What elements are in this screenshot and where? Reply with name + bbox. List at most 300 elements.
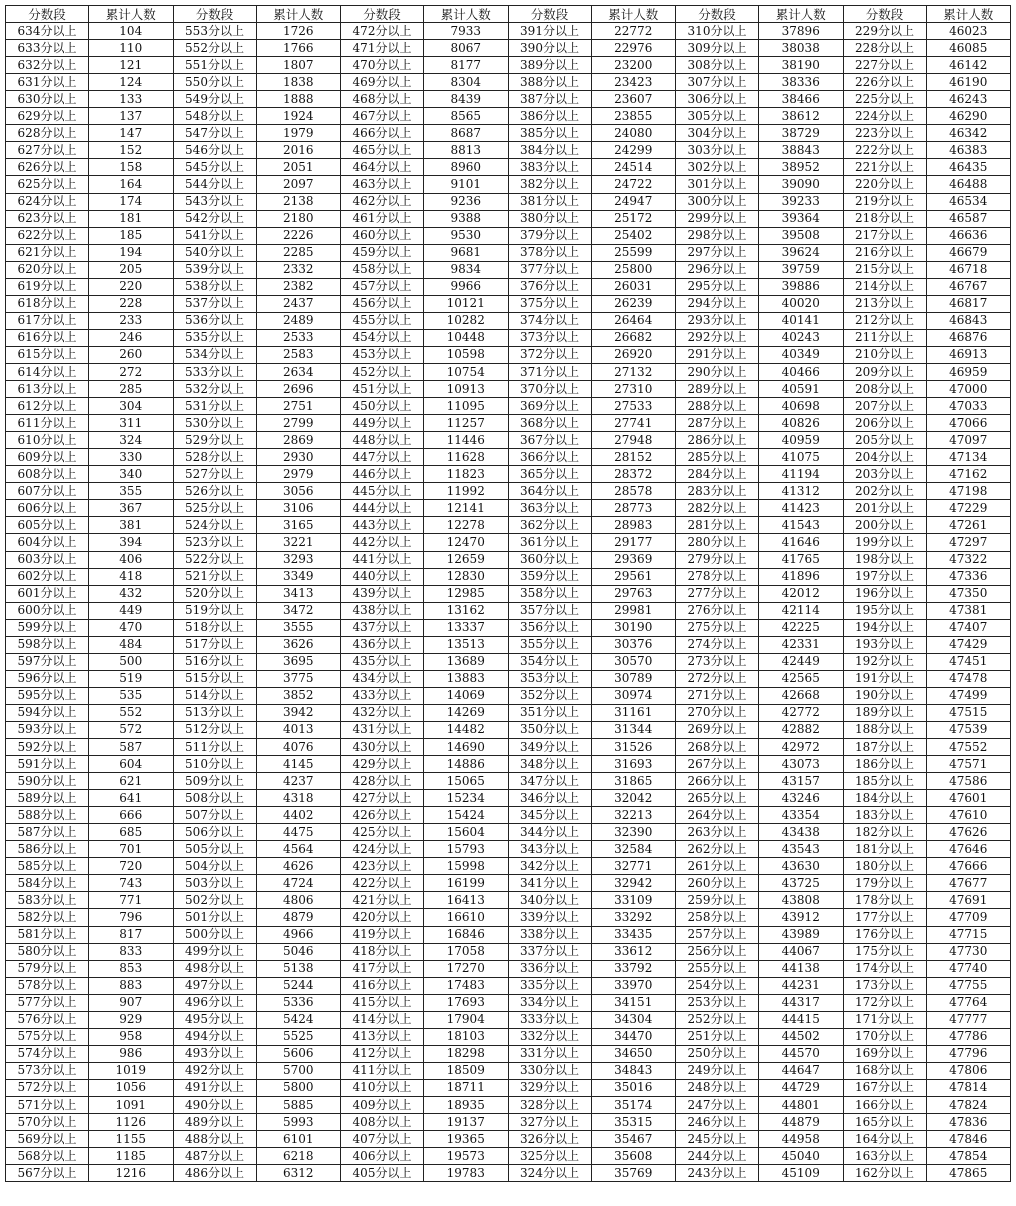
cumulative-count-cell: 18509: [424, 1062, 509, 1079]
score-range-cell: 351分以上: [508, 704, 591, 721]
score-range-cell: 410分以上: [341, 1079, 424, 1096]
score-range-cell: 576分以上: [6, 1011, 89, 1028]
score-range-cell: 511分以上: [173, 739, 256, 756]
score-range-cell: 261分以上: [676, 858, 759, 875]
score-range-cell: 600分以上: [6, 602, 89, 619]
cumulative-count-cell: 41765: [759, 551, 844, 568]
score-range-cell: 295分以上: [676, 278, 759, 295]
table-row: [6, 1079, 1011, 1096]
score-range-cell: 434分以上: [341, 670, 424, 687]
score-range-cell: 362分以上: [508, 517, 591, 534]
cumulative-count-cell: 40698: [759, 398, 844, 415]
score-range-cell: 593分以上: [6, 721, 89, 738]
score-range-cell: 184分以上: [843, 790, 926, 807]
cumulative-count-cell: 11095: [424, 398, 509, 415]
cumulative-count-cell: 47033: [926, 398, 1011, 415]
score-range-cell: 209分以上: [843, 363, 926, 380]
cumulative-count-cell: 39624: [759, 244, 844, 261]
cumulative-count-cell: 42882: [759, 721, 844, 738]
score-range-cell: 612分以上: [6, 398, 89, 415]
score-range-cell: 310分以上: [676, 23, 759, 40]
cumulative-count-cell: 35467: [591, 1131, 676, 1148]
cumulative-count-cell: 16610: [424, 909, 509, 926]
cumulative-count-cell: 47777: [926, 1011, 1011, 1028]
score-range-cell: 346分以上: [508, 790, 591, 807]
cumulative-count-cell: 13513: [424, 636, 509, 653]
score-range-cell: 468分以上: [341, 91, 424, 108]
score-range-cell: 174分以上: [843, 960, 926, 977]
cumulative-count-cell: 2180: [256, 210, 341, 227]
score-range-cell: 406分以上: [341, 1148, 424, 1165]
cumulative-count-cell: 18103: [424, 1028, 509, 1045]
score-range-cell: 597分以上: [6, 653, 89, 670]
cumulative-count-cell: 15604: [424, 824, 509, 841]
score-range-cell: 173分以上: [843, 977, 926, 994]
cumulative-count-cell: 24947: [591, 193, 676, 210]
score-range-cell: 165分以上: [843, 1114, 926, 1131]
cumulative-count-cell: 42972: [759, 739, 844, 756]
table-row: [6, 773, 1011, 790]
table-row: [6, 653, 1011, 670]
score-range-cell: 376分以上: [508, 278, 591, 295]
score-range-cell: 470分以上: [341, 57, 424, 74]
cumulative-count-cell: 30570: [591, 653, 676, 670]
cumulative-count-cell: 121: [89, 57, 174, 74]
score-range-cell: 574分以上: [6, 1045, 89, 1062]
cumulative-count-cell: 2696: [256, 381, 341, 398]
score-range-cell: 214分以上: [843, 278, 926, 295]
score-range-cell: 433分以上: [341, 687, 424, 704]
score-range-cell: 413分以上: [341, 1028, 424, 1045]
table-row: [6, 295, 1011, 312]
score-range-cell: 428分以上: [341, 773, 424, 790]
score-range-cell: 430分以上: [341, 739, 424, 756]
cumulative-count-cell: 15998: [424, 858, 509, 875]
score-range-cell: 377分以上: [508, 261, 591, 278]
cumulative-count-cell: 4879: [256, 909, 341, 926]
score-range-cell: 496分以上: [173, 994, 256, 1011]
cumulative-count-cell: 39090: [759, 176, 844, 193]
score-range-cell: 462分以上: [341, 193, 424, 210]
score-range-cell: 596分以上: [6, 670, 89, 687]
cumulative-count-cell: 17693: [424, 994, 509, 1011]
score-range-cell: 299分以上: [676, 210, 759, 227]
score-range-cell: 225分以上: [843, 91, 926, 108]
cumulative-count-cell: 46342: [926, 125, 1011, 142]
score-range-cell: 251分以上: [676, 1028, 759, 1045]
score-range-cell: 523分以上: [173, 534, 256, 551]
table-row: [6, 670, 1011, 687]
table-header-row: [6, 6, 1011, 23]
cumulative-count-cell: 17058: [424, 943, 509, 960]
cumulative-count-cell: 228: [89, 295, 174, 312]
header-cumulative-count: 累计人数: [256, 6, 341, 23]
cumulative-count-cell: 260: [89, 346, 174, 363]
cumulative-count-cell: 14886: [424, 756, 509, 773]
score-range-cell: 444分以上: [341, 500, 424, 517]
score-range-cell: 297分以上: [676, 244, 759, 261]
cumulative-count-cell: 4145: [256, 756, 341, 773]
score-range-cell: 424分以上: [341, 841, 424, 858]
score-range-cell: 356分以上: [508, 619, 591, 636]
score-range-cell: 252分以上: [676, 1011, 759, 1028]
cumulative-count-cell: 853: [89, 960, 174, 977]
cumulative-count-cell: 8304: [424, 74, 509, 91]
table-row: [6, 602, 1011, 619]
cumulative-count-cell: 2634: [256, 363, 341, 380]
cumulative-count-cell: 796: [89, 909, 174, 926]
score-range-cell: 194分以上: [843, 619, 926, 636]
cumulative-count-cell: 13689: [424, 653, 509, 670]
score-range-cell: 391分以上: [508, 23, 591, 40]
table-row: [6, 57, 1011, 74]
cumulative-count-cell: 500: [89, 653, 174, 670]
score-range-cell: 348分以上: [508, 756, 591, 773]
score-range-cell: 254分以上: [676, 977, 759, 994]
cumulative-count-cell: 3293: [256, 551, 341, 568]
score-range-cell: 624分以上: [6, 193, 89, 210]
score-range-cell: 380分以上: [508, 210, 591, 227]
cumulative-count-cell: 205: [89, 261, 174, 278]
cumulative-count-cell: 2979: [256, 466, 341, 483]
score-range-cell: 570分以上: [6, 1114, 89, 1131]
cumulative-count-cell: 12141: [424, 500, 509, 517]
score-range-cell: 178分以上: [843, 892, 926, 909]
score-range-cell: 226分以上: [843, 74, 926, 91]
table-row: [6, 415, 1011, 432]
cumulative-count-cell: 43073: [759, 756, 844, 773]
score-range-cell: 352分以上: [508, 687, 591, 704]
score-range-cell: 443分以上: [341, 517, 424, 534]
cumulative-count-cell: 47350: [926, 585, 1011, 602]
cumulative-count-cell: 19137: [424, 1114, 509, 1131]
score-range-cell: 272分以上: [676, 670, 759, 687]
score-range-cell: 458分以上: [341, 261, 424, 278]
cumulative-count-cell: 43543: [759, 841, 844, 858]
cumulative-count-cell: 484: [89, 636, 174, 653]
score-range-cell: 387分以上: [508, 91, 591, 108]
score-range-cell: 386分以上: [508, 108, 591, 125]
score-range-cell: 409分以上: [341, 1097, 424, 1114]
score-range-cell: 505分以上: [173, 841, 256, 858]
score-range-cell: 584分以上: [6, 875, 89, 892]
cumulative-count-cell: 10121: [424, 295, 509, 312]
cumulative-count-cell: 12985: [424, 585, 509, 602]
table-row: [6, 551, 1011, 568]
cumulative-count-cell: 23423: [591, 74, 676, 91]
cumulative-count-cell: 11628: [424, 449, 509, 466]
cumulative-count-cell: 19365: [424, 1131, 509, 1148]
header-cumulative-count: 累计人数: [926, 6, 1011, 23]
score-range-cell: 271分以上: [676, 687, 759, 704]
cumulative-count-cell: 44415: [759, 1011, 844, 1028]
cumulative-count-cell: 33292: [591, 909, 676, 926]
score-range-cell: 249分以上: [676, 1062, 759, 1079]
cumulative-count-cell: 27533: [591, 398, 676, 415]
cumulative-count-cell: 23200: [591, 57, 676, 74]
cumulative-count-cell: 28773: [591, 500, 676, 517]
cumulative-count-cell: 25172: [591, 210, 676, 227]
cumulative-count-cell: 5993: [256, 1114, 341, 1131]
score-range-cell: 368分以上: [508, 415, 591, 432]
cumulative-count-cell: 47601: [926, 790, 1011, 807]
cumulative-count-cell: 958: [89, 1028, 174, 1045]
score-range-cell: 257分以上: [676, 926, 759, 943]
cumulative-count-cell: 26682: [591, 329, 676, 346]
score-range-cell: 456分以上: [341, 295, 424, 312]
table-row: [6, 23, 1011, 40]
cumulative-count-cell: 22976: [591, 40, 676, 57]
table-row: [6, 807, 1011, 824]
cumulative-count-cell: 9681: [424, 244, 509, 261]
cumulative-count-cell: 1091: [89, 1097, 174, 1114]
table-row: [6, 1165, 1011, 1182]
score-range-cell: 371分以上: [508, 363, 591, 380]
score-range-cell: 253分以上: [676, 994, 759, 1011]
score-range-cell: 592分以上: [6, 739, 89, 756]
cumulative-count-cell: 38952: [759, 159, 844, 176]
cumulative-count-cell: 1766: [256, 40, 341, 57]
cumulative-count-cell: 47796: [926, 1045, 1011, 1062]
score-range-cell: 623分以上: [6, 210, 89, 227]
score-range-cell: 446分以上: [341, 466, 424, 483]
score-range-cell: 168分以上: [843, 1062, 926, 1079]
score-range-cell: 283分以上: [676, 483, 759, 500]
score-range-cell: 628分以上: [6, 125, 89, 142]
cumulative-count-cell: 4076: [256, 739, 341, 756]
score-range-cell: 590分以上: [6, 773, 89, 790]
score-range-cell: 216分以上: [843, 244, 926, 261]
cumulative-count-cell: 104: [89, 23, 174, 40]
cumulative-count-cell: 46023: [926, 23, 1011, 40]
score-range-cell: 306分以上: [676, 91, 759, 108]
score-range-cell: 374分以上: [508, 312, 591, 329]
score-range-cell: 208分以上: [843, 381, 926, 398]
cumulative-count-cell: 28152: [591, 449, 676, 466]
cumulative-count-cell: 19573: [424, 1148, 509, 1165]
cumulative-count-cell: 15793: [424, 841, 509, 858]
cumulative-count-cell: 3626: [256, 636, 341, 653]
score-range-cell: 605分以上: [6, 517, 89, 534]
score-range-cell: 340分以上: [508, 892, 591, 909]
score-range-cell: 277分以上: [676, 585, 759, 602]
score-range-cell: 598分以上: [6, 636, 89, 653]
cumulative-count-cell: 46913: [926, 346, 1011, 363]
cumulative-count-cell: 833: [89, 943, 174, 960]
cumulative-count-cell: 519: [89, 670, 174, 687]
table-row: [6, 619, 1011, 636]
score-range-cell: 289分以上: [676, 381, 759, 398]
cumulative-count-cell: 18298: [424, 1045, 509, 1062]
score-range-cell: 608分以上: [6, 466, 89, 483]
cumulative-count-cell: 44231: [759, 977, 844, 994]
cumulative-count-cell: 32584: [591, 841, 676, 858]
cumulative-count-cell: 5336: [256, 994, 341, 1011]
score-range-cell: 339分以上: [508, 909, 591, 926]
cumulative-count-cell: 311: [89, 415, 174, 432]
cumulative-count-cell: 46876: [926, 329, 1011, 346]
cumulative-count-cell: 40591: [759, 381, 844, 398]
cumulative-count-cell: 47499: [926, 687, 1011, 704]
cumulative-count-cell: 33435: [591, 926, 676, 943]
table-body: [6, 23, 1011, 1182]
cumulative-count-cell: 32213: [591, 807, 676, 824]
score-range-cell: 195分以上: [843, 602, 926, 619]
cumulative-count-cell: 33792: [591, 960, 676, 977]
cumulative-count-cell: 5424: [256, 1011, 341, 1028]
score-range-cell: 303分以上: [676, 142, 759, 159]
score-range-cell: 364分以上: [508, 483, 591, 500]
table-row: [6, 1148, 1011, 1165]
score-range-cell: 270分以上: [676, 704, 759, 721]
cumulative-count-cell: 13883: [424, 670, 509, 687]
score-range-cell: 533分以上: [173, 363, 256, 380]
cumulative-count-cell: 33970: [591, 977, 676, 994]
score-range-cell: 328分以上: [508, 1097, 591, 1114]
cumulative-count-cell: 47000: [926, 381, 1011, 398]
table-row: [6, 210, 1011, 227]
score-range-cell: 455分以上: [341, 312, 424, 329]
score-range-cell: 420分以上: [341, 909, 424, 926]
score-range-cell: 571分以上: [6, 1097, 89, 1114]
score-range-cell: 167分以上: [843, 1079, 926, 1096]
score-range-cell: 510分以上: [173, 756, 256, 773]
cumulative-count-cell: 26920: [591, 346, 676, 363]
cumulative-count-cell: 41646: [759, 534, 844, 551]
cumulative-count-cell: 30190: [591, 619, 676, 636]
cumulative-count-cell: 47677: [926, 875, 1011, 892]
score-range-cell: 372分以上: [508, 346, 591, 363]
score-range-cell: 389分以上: [508, 57, 591, 74]
cumulative-count-cell: 470: [89, 619, 174, 636]
score-range-cell: 181分以上: [843, 841, 926, 858]
score-range-cell: 423分以上: [341, 858, 424, 875]
table-row: [6, 704, 1011, 721]
cumulative-count-cell: 10282: [424, 312, 509, 329]
cumulative-count-cell: 47755: [926, 977, 1011, 994]
cumulative-count-cell: 10448: [424, 329, 509, 346]
score-range-cell: 358分以上: [508, 585, 591, 602]
cumulative-count-cell: 4966: [256, 926, 341, 943]
cumulative-count-cell: 39886: [759, 278, 844, 295]
cumulative-count-cell: 304: [89, 398, 174, 415]
cumulative-count-cell: 14690: [424, 739, 509, 756]
score-range-cell: 613分以上: [6, 381, 89, 398]
score-range-cell: 601分以上: [6, 585, 89, 602]
cumulative-count-cell: 46843: [926, 312, 1011, 329]
score-range-cell: 499分以上: [173, 943, 256, 960]
score-range-cell: 451分以上: [341, 381, 424, 398]
cumulative-count-cell: 552: [89, 704, 174, 721]
score-range-cell: 218分以上: [843, 210, 926, 227]
score-range-cell: 543分以上: [173, 193, 256, 210]
cumulative-count-cell: 340: [89, 466, 174, 483]
cumulative-count-cell: 3472: [256, 602, 341, 619]
cumulative-count-cell: 124: [89, 74, 174, 91]
cumulative-count-cell: 43630: [759, 858, 844, 875]
cumulative-count-cell: 47836: [926, 1114, 1011, 1131]
cumulative-count-cell: 4564: [256, 841, 341, 858]
cumulative-count-cell: 28372: [591, 466, 676, 483]
score-range-cell: 611分以上: [6, 415, 89, 432]
score-range-cell: 530分以上: [173, 415, 256, 432]
cumulative-count-cell: 9101: [424, 176, 509, 193]
score-range-cell: 441分以上: [341, 551, 424, 568]
cumulative-count-cell: 28983: [591, 517, 676, 534]
score-range-cell: 536分以上: [173, 312, 256, 329]
score-range-cell: 191分以上: [843, 670, 926, 687]
cumulative-count-cell: 5525: [256, 1028, 341, 1045]
cumulative-count-cell: 2332: [256, 261, 341, 278]
score-range-cell: 175分以上: [843, 943, 926, 960]
score-range-cell: 245分以上: [676, 1131, 759, 1148]
score-range-cell: 325分以上: [508, 1148, 591, 1165]
header-score-range: 分数段: [341, 6, 424, 23]
score-range-cell: 617分以上: [6, 312, 89, 329]
score-range-cell: 203分以上: [843, 466, 926, 483]
cumulative-count-cell: 3852: [256, 687, 341, 704]
cumulative-count-cell: 6218: [256, 1148, 341, 1165]
cumulative-count-cell: 47407: [926, 619, 1011, 636]
cumulative-count-cell: 46190: [926, 74, 1011, 91]
cumulative-count-cell: 133: [89, 91, 174, 108]
cumulative-count-cell: 285: [89, 381, 174, 398]
cumulative-count-cell: 12470: [424, 534, 509, 551]
score-range-cell: 373分以上: [508, 329, 591, 346]
cumulative-count-cell: 8565: [424, 108, 509, 125]
cumulative-count-cell: 2097: [256, 176, 341, 193]
score-range-cell: 604分以上: [6, 534, 89, 551]
score-range-cell: 606分以上: [6, 500, 89, 517]
table-row: [6, 40, 1011, 57]
score-range-cell: 304分以上: [676, 125, 759, 142]
cumulative-count-cell: 45109: [759, 1165, 844, 1182]
cumulative-count-cell: 6101: [256, 1131, 341, 1148]
score-range-cell: 567分以上: [6, 1165, 89, 1182]
cumulative-count-cell: 39233: [759, 193, 844, 210]
cumulative-count-cell: 44729: [759, 1079, 844, 1096]
cumulative-count-cell: 907: [89, 994, 174, 1011]
score-range-cell: 333分以上: [508, 1011, 591, 1028]
score-range-cell: 294分以上: [676, 295, 759, 312]
cumulative-count-cell: 324: [89, 432, 174, 449]
cumulative-count-cell: 30789: [591, 670, 676, 687]
score-range-cell: 353分以上: [508, 670, 591, 687]
score-range-cell: 500分以上: [173, 926, 256, 943]
score-range-cell: 425分以上: [341, 824, 424, 841]
score-range-cell: 186分以上: [843, 756, 926, 773]
score-range-cell: 629分以上: [6, 108, 89, 125]
table-row: [6, 261, 1011, 278]
cumulative-count-cell: 449: [89, 602, 174, 619]
score-range-cell: 229分以上: [843, 23, 926, 40]
score-range-cell: 243分以上: [676, 1165, 759, 1182]
table-row: [6, 176, 1011, 193]
cumulative-count-cell: 47854: [926, 1148, 1011, 1165]
cumulative-count-cell: 7933: [424, 23, 509, 40]
table-row: [6, 1131, 1011, 1148]
cumulative-count-cell: 47846: [926, 1131, 1011, 1148]
score-range-cell: 467分以上: [341, 108, 424, 125]
cumulative-count-cell: 47229: [926, 500, 1011, 517]
score-range-cell: 219分以上: [843, 193, 926, 210]
score-range-cell: 279分以上: [676, 551, 759, 568]
score-range-cell: 266分以上: [676, 773, 759, 790]
score-range-cell: 369分以上: [508, 398, 591, 415]
cumulative-count-cell: 15234: [424, 790, 509, 807]
score-range-cell: 281分以上: [676, 517, 759, 534]
cumulative-count-cell: 44801: [759, 1097, 844, 1114]
